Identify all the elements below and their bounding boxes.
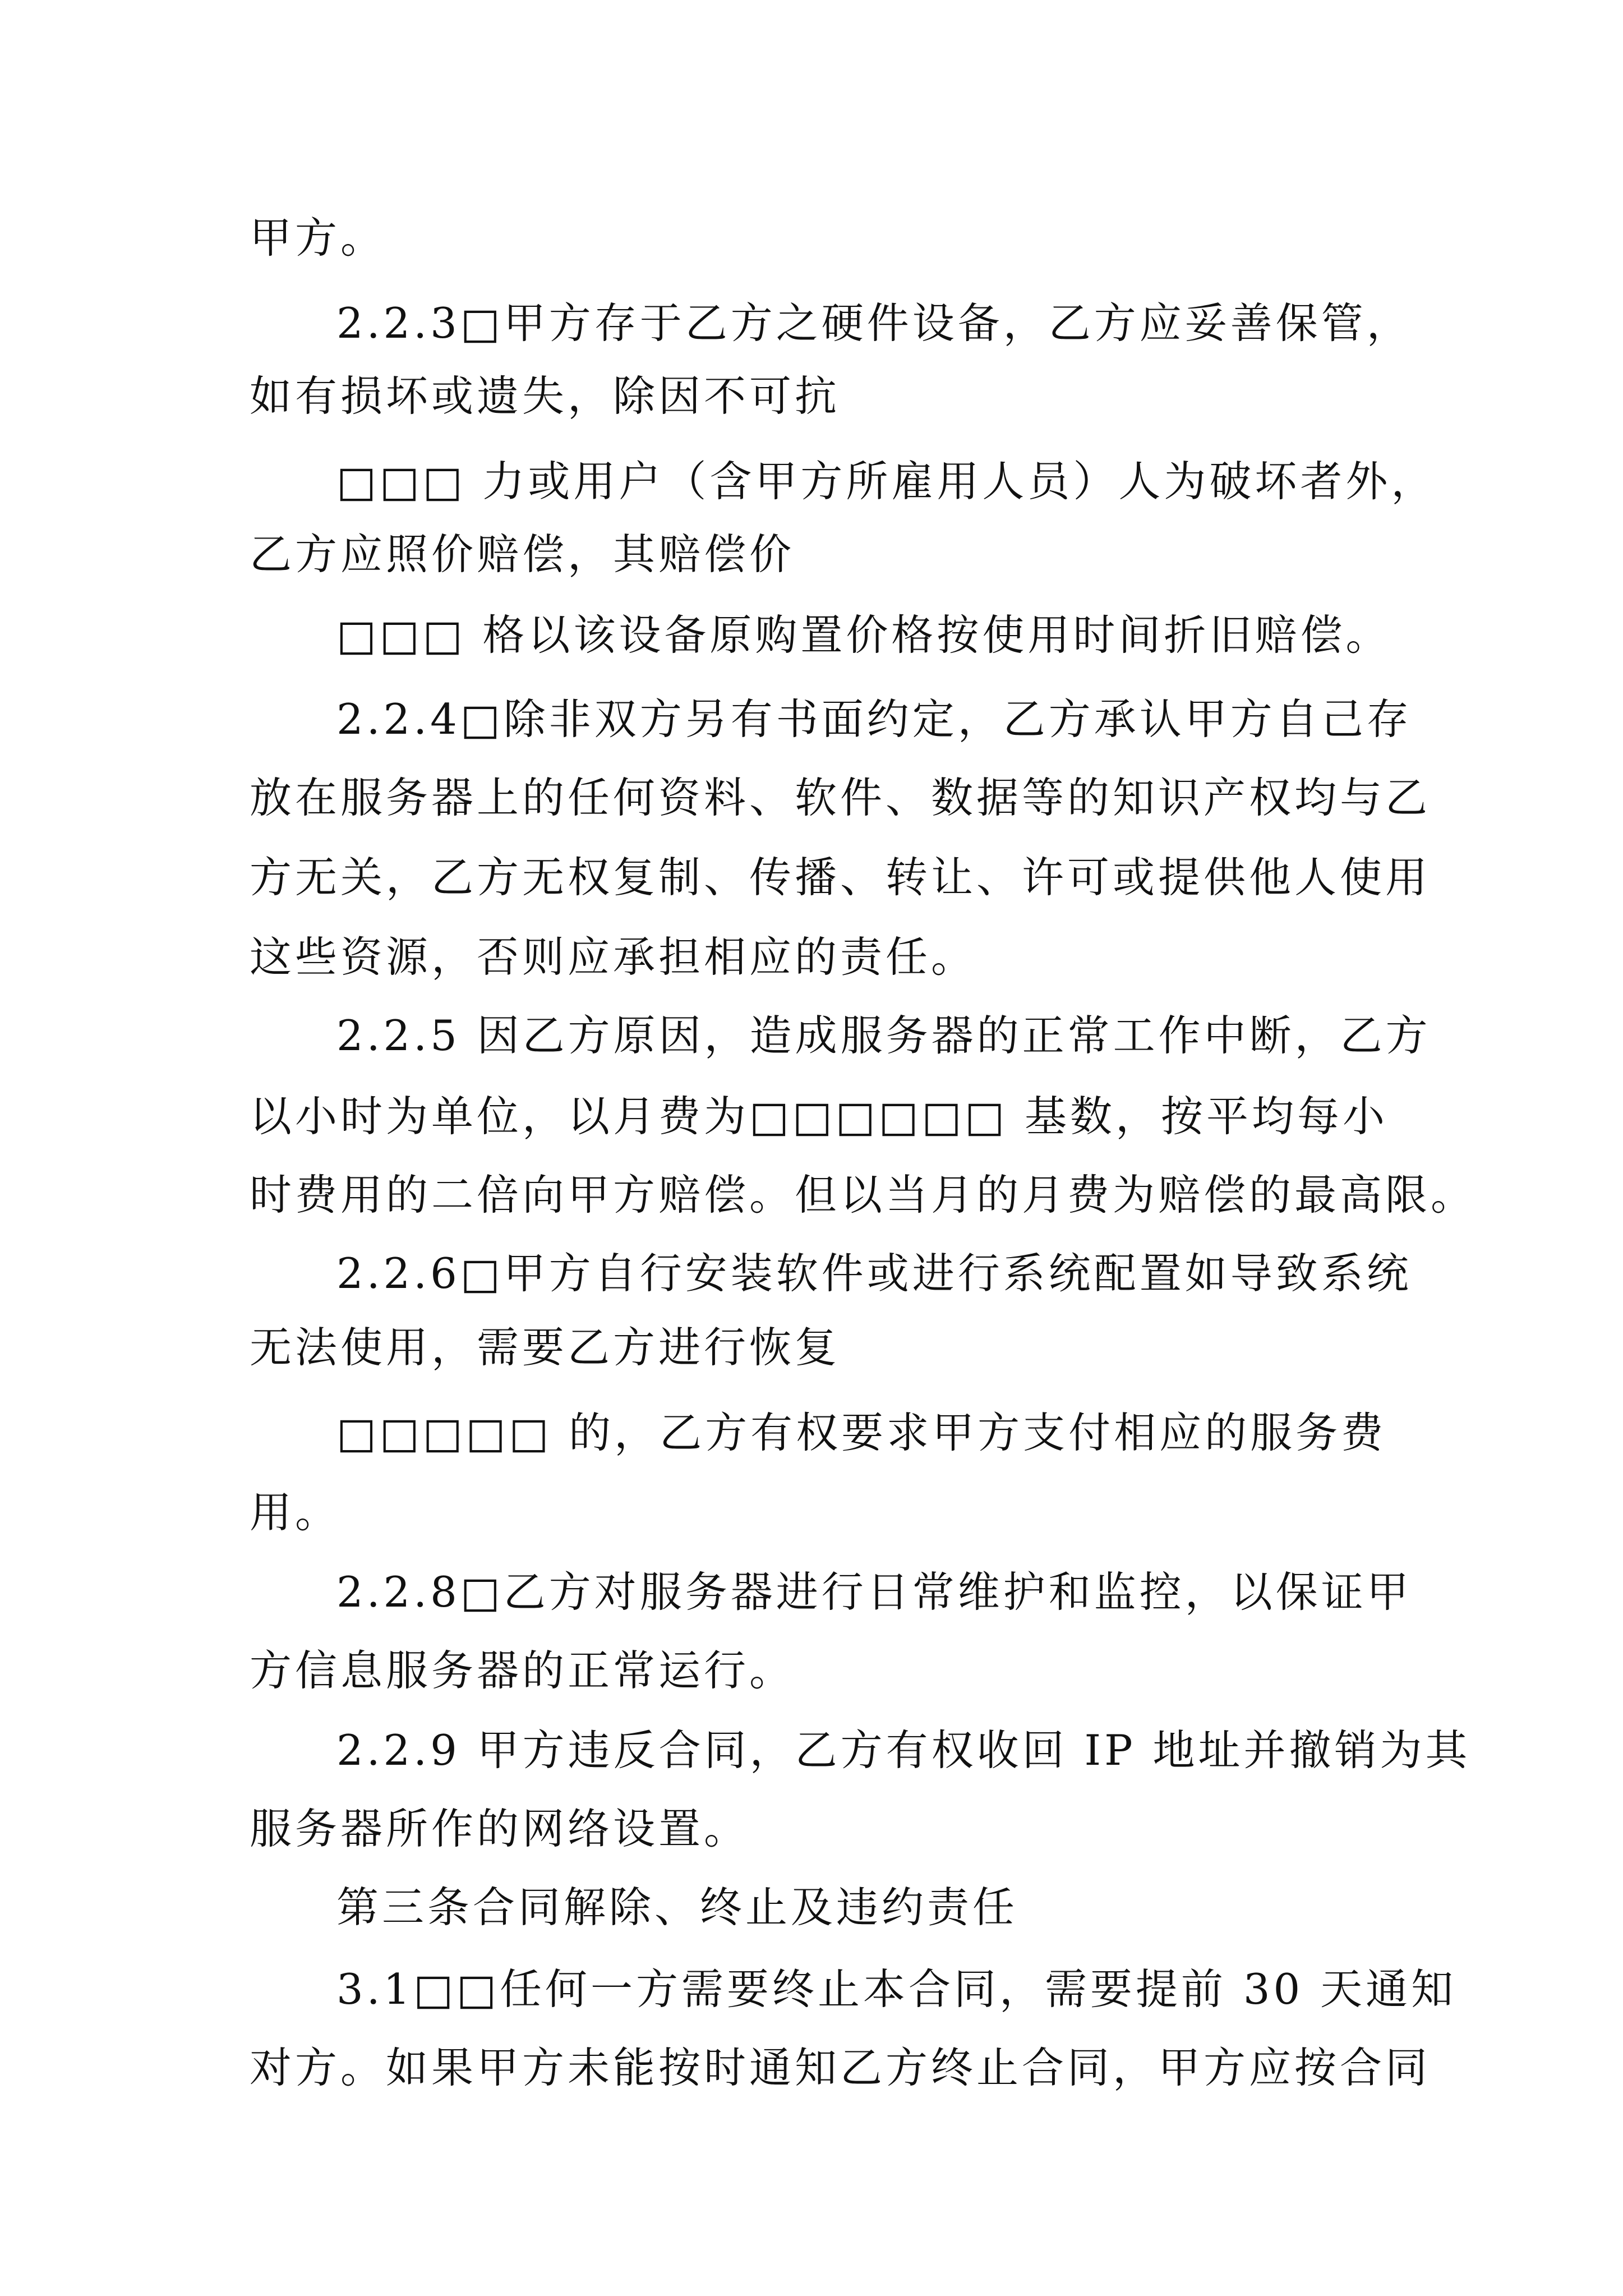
text-line: 2.2.6□甲方自行安装软件或进行系统配置如导致系统	[336, 1249, 1412, 1298]
text-line: 2.2.8□乙方对服务器进行日常维护和监控，以保证甲	[336, 1567, 1412, 1617]
text-line: 2.2.4□除非双方另有书面约定，乙方承认甲方自己存	[336, 694, 1412, 744]
text-line: 对方。如果甲方未能按时通知乙方终止合同，甲方应按合同	[250, 2043, 1431, 2092]
text-line: 以小时为单位，以月费为□□□□□□ 基数，按平均每小	[250, 1092, 1389, 1141]
text-line: 服务器所作的网络设置。	[250, 1804, 750, 1853]
text-line: 如有损坏或遗失，除因不可抗	[250, 371, 841, 421]
text-line: 第三条合同解除、终止及违约责任	[336, 1883, 1018, 1932]
text-line: □□□□□ 的，乙方有权要求甲方支付相应的服务费	[336, 1408, 1387, 1457]
text-line: 方无关，乙方无权复制、传播、转让、许可或提供他人使用	[250, 853, 1431, 902]
text-line: 无法使用，需要乙方进行恢复	[250, 1323, 841, 1372]
text-line: □□□ 力或用户（含甲方所雇用人员）人为破坏者外，	[336, 457, 1437, 506]
text-line: 用。	[250, 1488, 341, 1537]
text-line: 放在服务器上的任何资料、软件、数据等的知识产权均与乙	[250, 773, 1431, 822]
text-line: 时费用的二倍向甲方赔偿。但以当月的月费为赔偿的最高限。	[250, 1170, 1477, 1220]
text-line: 2.2.3□甲方存于乙方之硬件设备，乙方应妥善保管，	[336, 298, 1412, 348]
text-line: □□□ 格以该设备原购置价格按使用时间折旧赔偿。	[336, 610, 1391, 660]
text-line: 2.2.5 因乙方原因，造成服务器的正常工作中断，乙方	[336, 1011, 1431, 1060]
text-line: 2.2.9 甲方违反合同，乙方有权收回 IP 地址并撤销为其	[336, 1726, 1471, 1775]
text-line: 3.1□□任何一方需要终止本合同，需要提前 30 天通知	[336, 1964, 1457, 2014]
text-line: 甲方。	[250, 213, 386, 263]
text-line: 方信息服务器的正常运行。	[250, 1646, 795, 1695]
text-line: 这些资源，否则应承担相应的责任。	[250, 932, 977, 982]
text-line: 乙方应照价赔偿，其赔偿价	[250, 530, 795, 579]
